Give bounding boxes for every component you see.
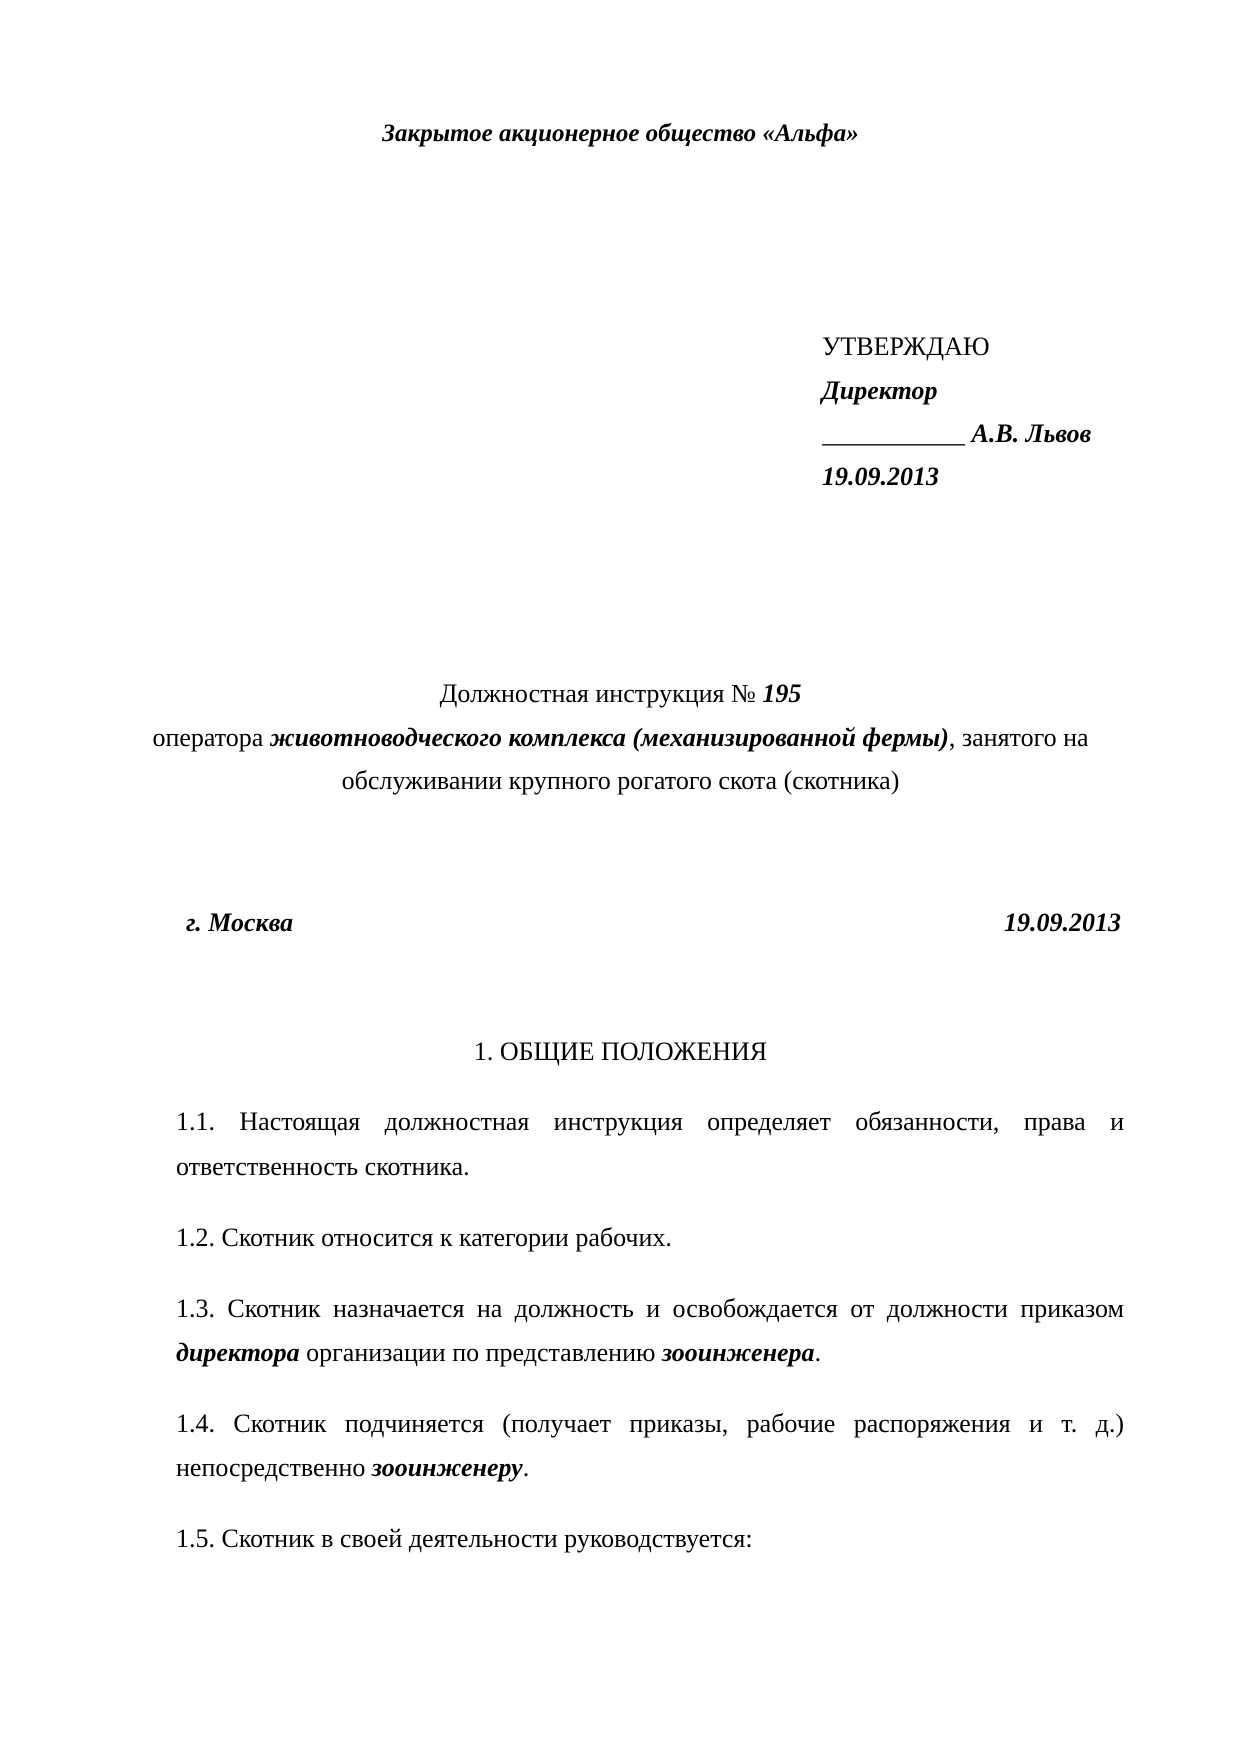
doc-title-line3: обслуживании крупного рогатого скота (скотника): [341, 766, 900, 795]
section-heading: 1. ОБЩИЕ ПОЛОЖЕНИЯ: [473, 1037, 768, 1066]
paragraph-1-4-end: .: [522, 1453, 530, 1482]
paragraph-1-3-line2: [176, 1340, 821, 1366]
paragraph-1-4-emph: зооинженеру: [371, 1453, 523, 1482]
doc-title-line1: [0, 681, 1241, 707]
doc-title-line2-suffix: , занятого на: [948, 723, 1089, 752]
paragraph-1-3-mid: организации по представлению: [299, 1338, 662, 1367]
doc-title-prefix: Должностная инструкция №: [439, 679, 763, 708]
paragraph-1-4-line2: [176, 1455, 529, 1481]
paragraph-1-3-end: .: [814, 1338, 822, 1367]
paragraph-1-1-line1: 1.1. Настоящая должностная инструкция определяет обязанности, права и: [176, 1107, 1124, 1136]
paragraph-1-5: 1.5. Скотник в своей деятельности руководствуется:: [176, 1524, 753, 1553]
approval-date: 19.09.2013: [822, 462, 939, 491]
paragraph-1-1-line2: ответственность скотника.: [176, 1152, 470, 1181]
paragraph-1-3-emph-director: директора: [176, 1338, 300, 1367]
paragraph-1-4-line1: 1.4. Скотник подчиняется (получает приказы, рабочие распоряжения и т. д.): [176, 1409, 1124, 1438]
doc-date: 19.09.2013: [1004, 908, 1121, 937]
paragraph-1-2: 1.2. Скотник относится к категории рабочих.: [176, 1223, 672, 1252]
doc-title-line2: [0, 725, 1241, 751]
paragraph-1-3-emph-zooengineer: зооинженера: [661, 1338, 815, 1367]
approval-signer: А.В. Львов: [971, 419, 1092, 448]
doc-city: г. Москва: [186, 908, 294, 937]
paragraph-1-3-line1: 1.3. Скотник назначается на должность и освобождается от должности приказом: [176, 1294, 1124, 1323]
paragraph-1-4-start: непосредственно: [176, 1453, 372, 1482]
doc-title-line2-prefix: оператора: [152, 723, 270, 752]
approval-signature: [822, 421, 1091, 447]
signature-line: ___________: [822, 419, 965, 448]
approval-title: УТВЕРЖДАЮ: [822, 332, 990, 361]
doc-title-line2-emph: животноводческого комплекса (механизированной фермы): [269, 723, 949, 752]
doc-number: 195: [762, 679, 802, 708]
approval-role: Директор: [822, 376, 938, 405]
organization-name: Закрытое акционерное общество «Альфа»: [382, 120, 859, 147]
